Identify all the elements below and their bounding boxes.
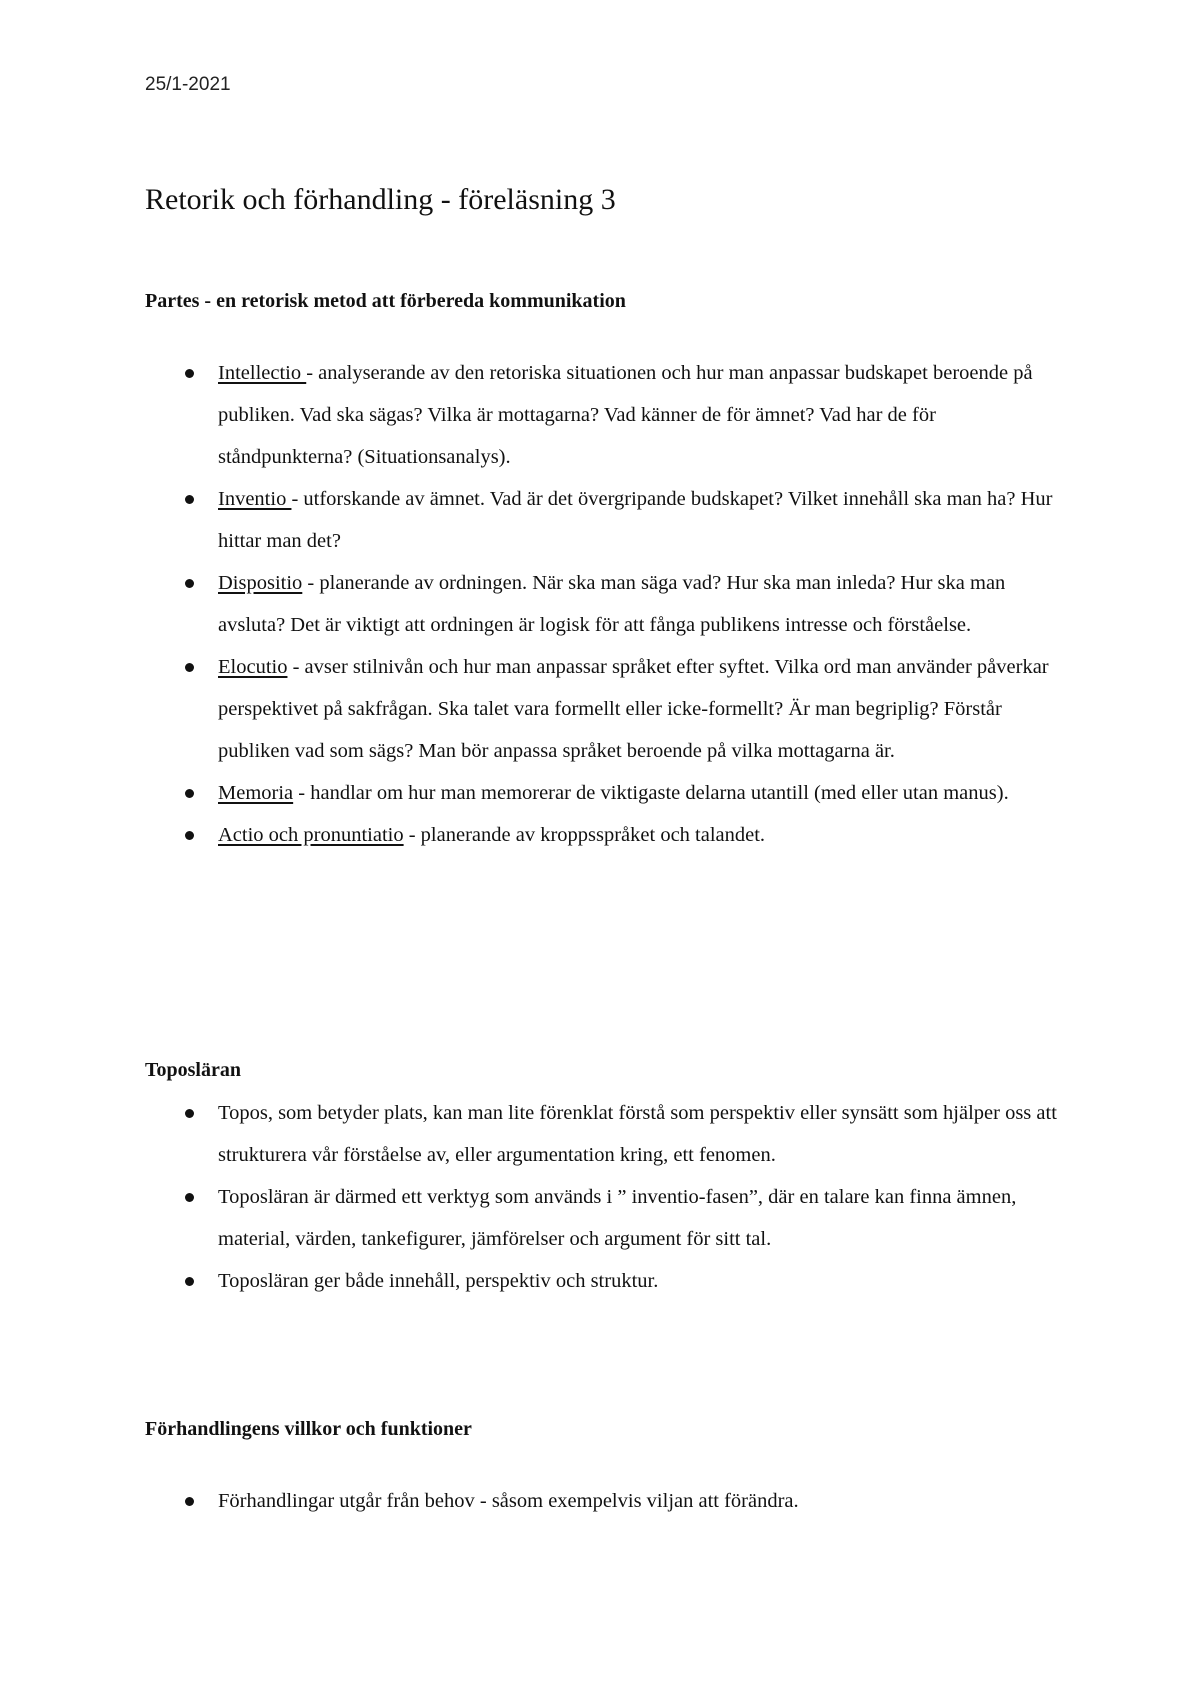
item-text: Förhandlingar utgår från behov - såsom exempelvis viljan att förändra. [218,1490,799,1512]
bullet-icon [185,1497,194,1506]
document-title: Retorik och förhandling - föreläsning 3 [145,183,616,216]
list-item [145,772,1075,814]
bullet-icon [185,1193,194,1202]
forhandling-list [145,1480,1075,1522]
section-heading-forhandling: Förhandlingens villkor och funktioner [145,1418,472,1440]
bullet-icon [185,663,194,672]
list-item [145,1260,1075,1302]
bullet-icon [185,831,194,840]
item-text: Toposläran är därmed ett verktyg som används i ” inventio-fasen”, där en talare kan finna ämnen, material, värden, tankefigurer, jämförelser och argument för sitt tal. [218,1186,1017,1250]
list-item [145,352,1075,478]
list-item [145,646,1075,772]
term-dispositio: Dispositio [218,572,303,594]
list-item [145,1092,1075,1176]
bullet-icon [185,495,194,504]
item-text: - avser stilnivån och hur man anpassar språket efter syftet. Vilka ord man använder påverkar perspektivet på sakfrågan. Ska talet vara formellt eller icke-formellt? Är man begriplig? Förstår publiken vad som sägs? Man bör anpassa språket beroende på vilka mottagarna är. [218,656,1049,762]
term-intellectio: Intellectio [218,362,307,384]
bullet-icon [185,1109,194,1118]
list-item [145,562,1075,646]
item-text: - handlar om hur man memorerar de viktigaste delarna utantill (med eller utan manus). [293,782,1009,804]
partes-list [145,352,1075,856]
topos-list [145,1092,1075,1302]
list-item [145,814,1075,856]
bullet-icon [185,1277,194,1286]
bullet-icon [185,789,194,798]
section-heading-partes: Partes - en retorisk metod att förbereda kommunikation [145,290,626,312]
section-heading-topos: Toposläran [145,1059,241,1081]
item-text: Toposläran ger både innehåll, perspektiv och struktur. [218,1270,659,1292]
item-text: - analyserande av den retoriska situationen och hur man anpassar budskapet beroende på publiken. Vad ska sägas? Vilka är mottagarna? Vad känner de för ämnet? Vad har de för ståndpunkterna? (Situationsanalys). [218,362,1033,468]
term-inventio: Inventio [218,488,292,510]
document-date: 25/1-2021 [145,74,231,95]
term-actio: Actio och pronuntiatio [218,824,404,846]
list-item [145,1176,1075,1260]
item-text: - utforskande av ämnet. Vad är det övergripande budskapet? Vilket innehåll ska man ha? Hur hittar man det? [218,488,1053,552]
term-memoria: Memoria [218,782,294,804]
bullet-icon [185,369,194,378]
item-text: - planerande av ordningen. När ska man säga vad? Hur ska man inleda? Hur ska man avsluta? Det är viktigt att ordningen är logisk för att fånga publikens intresse och förståelse. [218,572,1006,636]
item-text: - planerande av kroppsspråket och talandet. [403,824,766,846]
list-item [145,478,1075,562]
term-elocutio: Elocutio [218,656,288,678]
bullet-icon [185,579,194,588]
item-text: Topos, som betyder plats, kan man lite förenklat förstå som perspektiv eller synsätt som hjälper oss att strukturera vår förståelse av, eller argumentation kring, ett fenomen. [218,1102,1057,1166]
list-item [145,1480,1075,1522]
